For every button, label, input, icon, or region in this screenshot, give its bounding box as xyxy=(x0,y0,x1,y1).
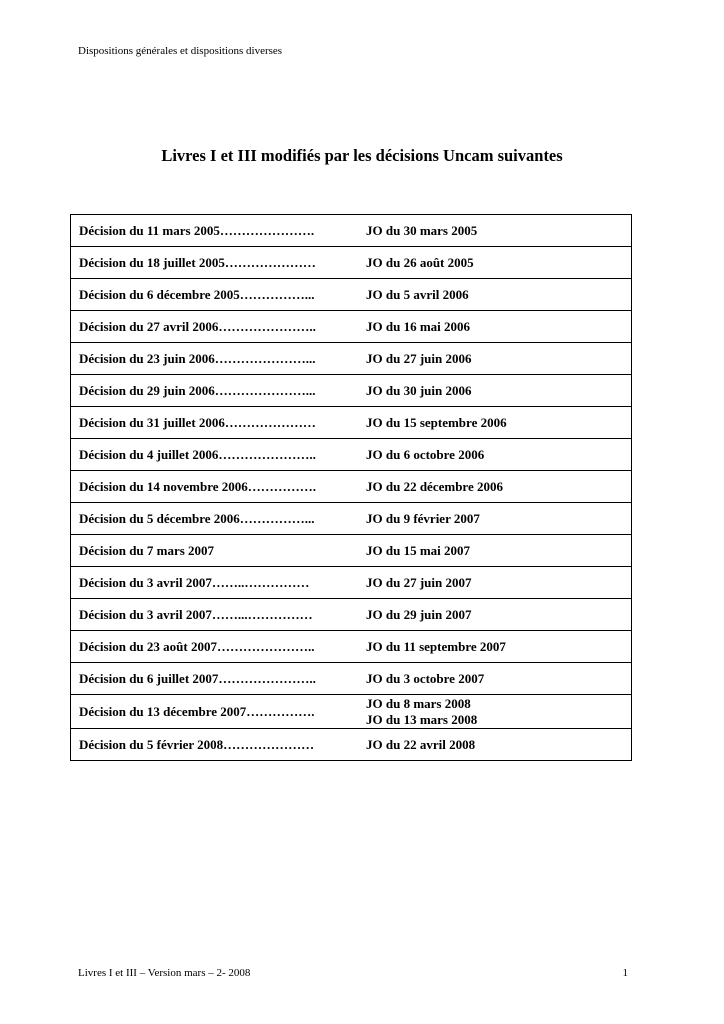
decision-cell: Décision du 27 avril 2006………………….. xyxy=(71,311,360,343)
jo-cell xyxy=(359,729,632,761)
decision-cell: Décision du 29 juin 2006…………………... xyxy=(71,375,360,407)
jo-cell xyxy=(359,247,632,279)
decision-cell: Décision du 3 avril 2007……..…………… xyxy=(71,567,360,599)
jo-date: JO du 9 février 2007 xyxy=(366,510,480,526)
jo-date: JO du 6 octobre 2006 xyxy=(366,446,485,462)
table-row xyxy=(71,599,632,631)
decision-cell: Décision du 18 juillet 2005………………… xyxy=(71,247,360,279)
decision-cell: Décision du 23 juin 2006…………………... xyxy=(71,343,360,375)
decision-cell: Décision du 7 mars 2007 xyxy=(71,535,360,567)
table-row xyxy=(71,663,632,695)
jo-cell xyxy=(359,311,632,343)
jo-date: JO du 8 mars 2008 xyxy=(366,695,471,711)
jo-date: JO du 26 août 2005 xyxy=(366,254,474,270)
jo-cell xyxy=(359,535,632,567)
table-row xyxy=(71,503,632,535)
decisions-table xyxy=(70,214,632,761)
table-row xyxy=(71,215,632,247)
decisions-table-body xyxy=(71,215,632,761)
running-header: Dispositions générales et dispositions diverses xyxy=(78,45,283,57)
jo-cell xyxy=(359,375,632,407)
jo-cell xyxy=(359,599,632,631)
jo-cell xyxy=(359,631,632,663)
jo-cell xyxy=(359,215,632,247)
decision-cell: Décision du 31 juillet 2006………………… xyxy=(71,407,360,439)
jo-cell xyxy=(359,567,632,599)
table-row xyxy=(71,407,632,439)
jo-date: JO du 27 juin 2007 xyxy=(366,574,472,590)
jo-date: JO du 13 mars 2008 xyxy=(366,711,478,727)
table-row xyxy=(71,279,632,311)
jo-cell xyxy=(359,695,632,729)
jo-date: JO du 11 septembre 2007 xyxy=(366,638,506,654)
jo-cell xyxy=(359,407,632,439)
table-row xyxy=(71,247,632,279)
decision-cell: Décision du 11 mars 2005…………………. xyxy=(71,215,360,247)
jo-cell xyxy=(359,343,632,375)
decision-cell: Décision du 6 décembre 2005……………... xyxy=(71,279,360,311)
table-row xyxy=(71,695,632,729)
jo-date: JO du 15 mai 2007 xyxy=(366,542,471,558)
table-row xyxy=(71,729,632,761)
table-row xyxy=(71,343,632,375)
decision-cell: Décision du 5 février 2008………………… xyxy=(71,729,360,761)
decision-cell: Décision du 3 avril 2007……...…………… xyxy=(71,599,360,631)
jo-cell xyxy=(359,503,632,535)
jo-cell xyxy=(359,471,632,503)
decision-cell: Décision du 5 décembre 2006……………... xyxy=(71,503,360,535)
page-title: Livres I et III modifiés par les décisions Uncam suivantes xyxy=(161,146,563,165)
jo-cell xyxy=(359,279,632,311)
table-row xyxy=(71,375,632,407)
jo-date: JO du 30 juin 2006 xyxy=(366,382,472,398)
table-row xyxy=(71,311,632,343)
table-row xyxy=(71,439,632,471)
jo-cell xyxy=(359,439,632,471)
jo-date: JO du 22 avril 2008 xyxy=(366,736,476,752)
decision-cell: Décision du 14 novembre 2006……………. xyxy=(71,471,360,503)
jo-date: JO du 27 juin 2006 xyxy=(366,350,472,366)
jo-date: JO du 22 décembre 2006 xyxy=(366,478,503,494)
jo-date: JO du 30 mars 2005 xyxy=(366,222,478,238)
jo-date: JO du 5 avril 2006 xyxy=(366,286,469,302)
jo-date: JO du 16 mai 2006 xyxy=(366,318,471,334)
table-row xyxy=(71,631,632,663)
table-row xyxy=(71,535,632,567)
decision-cell: Décision du 13 décembre 2007……………. xyxy=(71,695,360,729)
decision-cell: Décision du 23 août 2007………………….. xyxy=(71,631,360,663)
jo-date: JO du 29 juin 2007 xyxy=(366,606,472,622)
page-number: 1 xyxy=(622,967,628,979)
table-row xyxy=(71,567,632,599)
jo-cell xyxy=(359,663,632,695)
footer-version: Livres I et III – Version mars – 2- 2008 xyxy=(78,967,251,979)
decision-cell: Décision du 4 juillet 2006………………….. xyxy=(71,439,360,471)
decision-cell: Décision du 6 juillet 2007………………….. xyxy=(71,663,360,695)
jo-date: JO du 15 septembre 2006 xyxy=(366,414,507,430)
table-row xyxy=(71,471,632,503)
jo-date: JO du 3 octobre 2007 xyxy=(366,670,485,686)
